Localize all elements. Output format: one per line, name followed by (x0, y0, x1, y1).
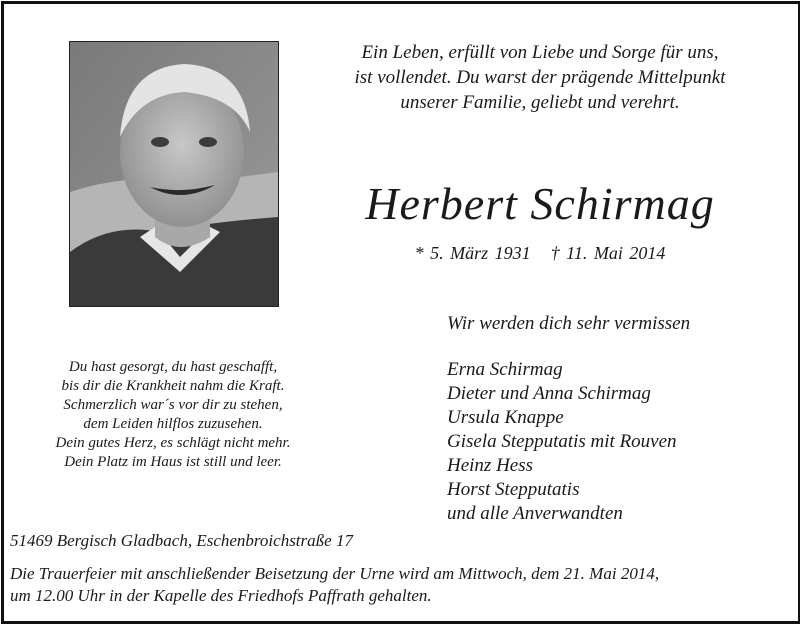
family-list (447, 358, 677, 526)
life-dates (300, 241, 780, 265)
notice-line: um 12.00 Uhr in der Kapelle des Friedhofs Paffrath gehalten. (10, 586, 432, 605)
death-date: † 11. Mai 2014 (550, 243, 666, 263)
deceased-name: Herbert Schirmag (365, 178, 715, 229)
poem-line: Dein gutes Herz, es schlägt nicht mehr. (55, 435, 291, 451)
poem-line: Dein Platz im Haus ist still und leer. (64, 454, 282, 470)
portrait-photo (69, 41, 279, 307)
poem-line: dem Leiden hilflos zuzusehen. (83, 416, 263, 432)
family-member: Gisela Stepputatis mit Rouven (447, 431, 677, 452)
family-member: Ursula Knappe (447, 407, 564, 428)
top-quote (300, 40, 780, 115)
family-member: Heinz Hess (447, 455, 534, 476)
miss-line: Wir werden dich sehr vermissen (447, 313, 691, 334)
poem-line: Du hast gesorgt, du hast geschafft, (68, 359, 278, 375)
funeral-notice (10, 563, 790, 607)
quote-line: ist vollendet. Du warst der prägende Mittelpunkt (354, 67, 726, 88)
family-member: Horst Stepputatis (447, 479, 580, 500)
address: 51469 Bergisch Gladbach, Eschenbroichstraße 17 (10, 531, 353, 550)
quote-line: unserer Familie, geliebt und verehrt. (400, 92, 680, 113)
poem-line: Schmerzlich war´s vor dir zu stehen, (63, 397, 283, 413)
quote-line: Ein Leben, erfüllt von Liebe und Sorge für uns, (361, 42, 719, 63)
family-member: Dieter und Anna Schirmag (447, 383, 651, 404)
family-member: Erna Schirmag (447, 359, 563, 380)
birth-date: * 5. März 1931 (414, 243, 531, 263)
notice-line: Die Trauerfeier mit anschließender Beisetzung der Urne wird am Mittwoch, dem 21. Mai 2014, (10, 564, 660, 583)
poem-line: bis dir die Krankheit nahm die Kraft. (61, 378, 285, 394)
portrait-image (70, 42, 278, 306)
family-member: und alle Anverwandten (447, 503, 623, 524)
poem (8, 358, 338, 472)
